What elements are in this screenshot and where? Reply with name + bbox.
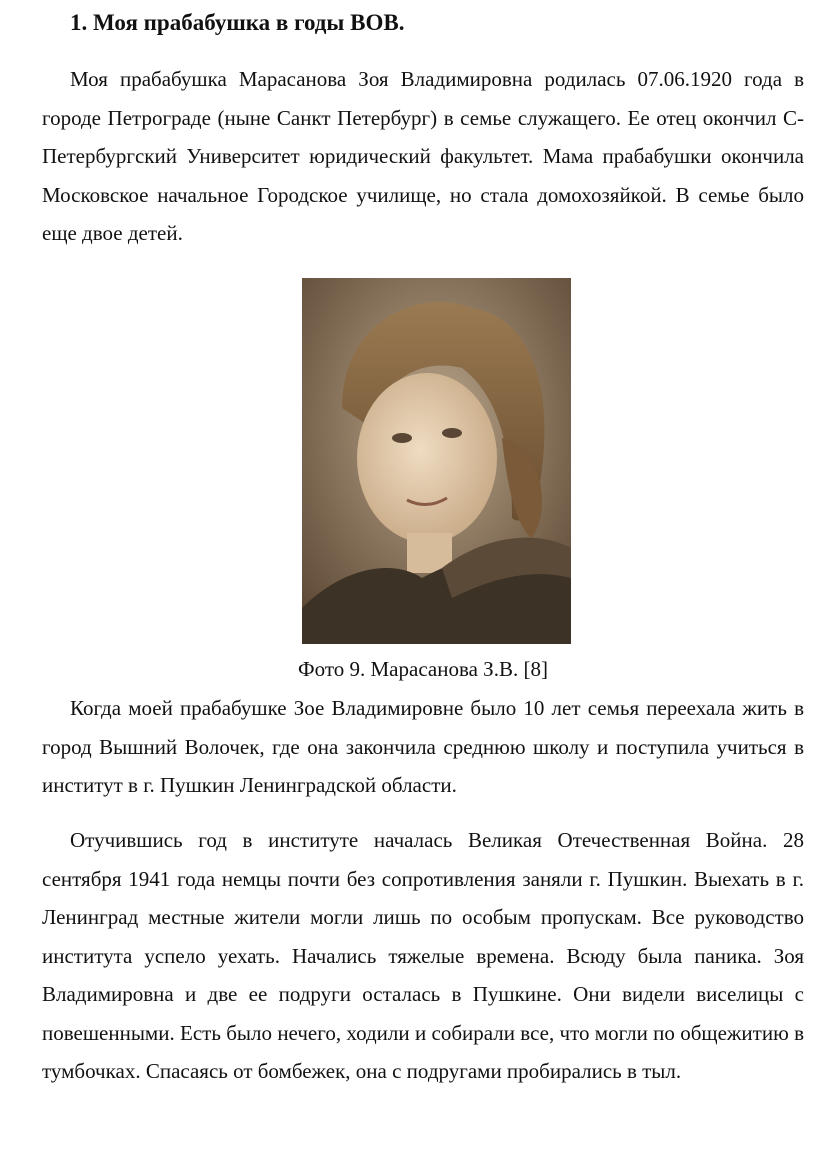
paragraph-move: Когда моей прабабушке Зое Владимировне было 10 лет семья переехала жить в город Вышний Волочек, где она закончила среднюю школу и поступила учиться в институт в г. Пушкин Ленинградской области. <box>42 696 804 797</box>
paragraph-war: Отучившись год в институте началась Великая Отечественная Война. 28 сентября 1941 года немцы почти без сопротивления заняли г. Пушкин. Выехать в г. Ленинград местные жители могли лишь по особым пропускам. Все руководство института успело уехать. Начались тяжелые времена. Всюду была паника. Зоя Владимировна и две ее подруги осталась в Пушкине. Они видели виселицы с повешенными. Есть было нечего, ходили и собирали все, что могли по общежитию в тумбочках. Спасаясь от бомбежек, она с подругами пробирались в тыл. <box>42 828 804 1083</box>
section-heading: 1. Моя прабабушка в годы ВОВ. <box>70 10 405 35</box>
paragraph-birth: Моя прабабушка Марасанова Зоя Владимировна родилась 07.06.1920 года в городе Петрограде (ныне Санкт Петербург) в семье служащего. Ее отец окончил С-Петербургский Университет юридический факультет. Мама прабабушки окончила Московское начальное Городское училище, но стала домохозяйкой. В семье было еще двое детей. <box>42 67 804 245</box>
photo-caption: Фото 9. Марасанова З.В. [8] <box>298 657 548 681</box>
portrait-photo <box>302 278 571 644</box>
